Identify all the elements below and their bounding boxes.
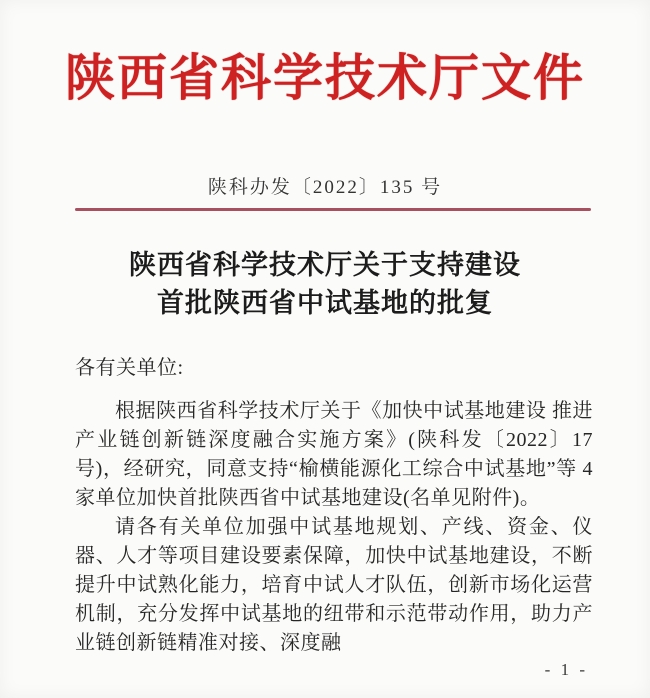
red-divider-line: [75, 208, 591, 211]
page-number: - 1 -: [544, 660, 588, 679]
document-header-title: 陕西省科学技术厅文件: [65, 50, 585, 106]
document-title: [0, 246, 650, 322]
body-paragraph-1: 根据陕西省科学技术厅关于《加快中试基地建设 推进产业链创新链深度融合实施方案》(陕科发〔2022〕17 号)，经研究，同意支持“榆横能源化工综合中试基地”等 4 家单位加快首批陕西省中试基地建设(名单见附件)。: [75, 400, 593, 509]
document-body: [75, 354, 593, 658]
document-number: 陕科办发〔2022〕135 号: [207, 177, 443, 198]
body-paragraph-2: 请各有关单位加强中试基地规划、产线、资金、仪器、人才等项目建设要素保障，加快中试基地建设，不断提升中试熟化能力，培育中试人才队伍，创新市场化运营机制，充分发挥中试基地的纽带和示范带动作用，助力产业链创新链精准对接、深度融: [75, 516, 593, 654]
salutation-line: 各有关单位:: [75, 357, 184, 379]
document-title-line1: 陕西省科学技术厅关于支持建设: [129, 250, 521, 280]
document-title-line2: 首批陕西省中试基地的批复: [157, 288, 493, 318]
